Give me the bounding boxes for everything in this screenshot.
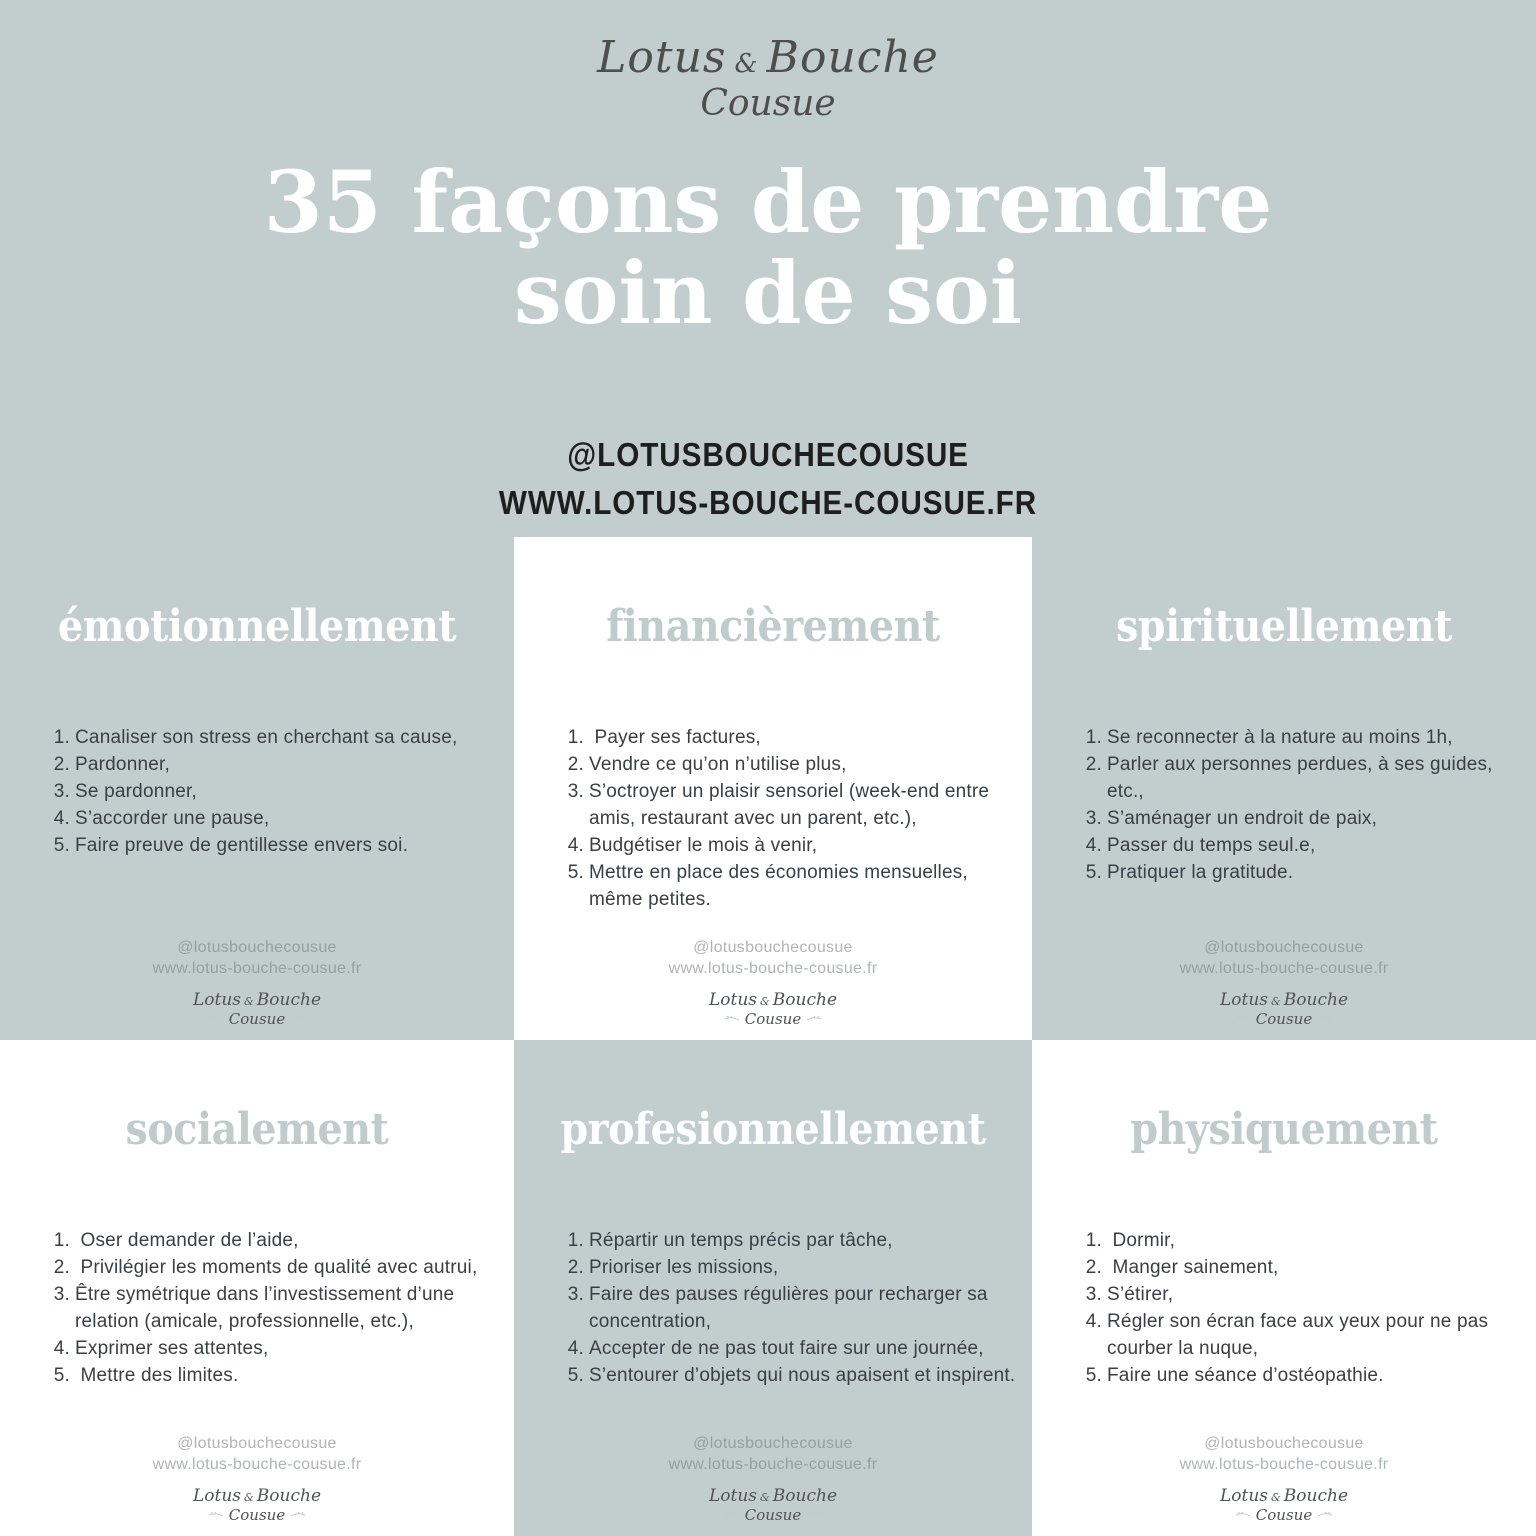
panel-title: émotionnellement	[57, 601, 457, 652]
list-item	[550, 1335, 1022, 1362]
item-text: Pratiquer la gratitude.	[1107, 862, 1294, 883]
footer-brand-line1	[6, 1487, 508, 1507]
item-number: 4.	[1085, 835, 1102, 856]
list-item	[550, 1281, 1022, 1335]
laurel-flourish-left-icon	[1235, 1015, 1251, 1023]
footer-url: www.lotus-bouche-cousue.fr	[152, 960, 362, 978]
panel-footer	[6, 1433, 508, 1536]
footer-brand-line2	[6, 1011, 508, 1028]
categories-grid	[0, 537, 1536, 1536]
panel-title: financièrement	[606, 601, 940, 652]
list-item	[1068, 1254, 1526, 1281]
footer-brand-cousue: Cousue	[1255, 1505, 1313, 1524]
footer-brand-logo	[6, 1487, 508, 1524]
list-item	[36, 1227, 504, 1254]
list-item	[1068, 859, 1526, 886]
list-item	[1068, 751, 1526, 805]
list-item	[1068, 724, 1526, 751]
laurel-flourish-left-icon	[724, 1015, 740, 1023]
item-number: 2.	[53, 754, 70, 775]
panel-title: profesionnellement	[560, 1104, 986, 1155]
footer-brand-lotus: Lotus	[1219, 1486, 1268, 1507]
item-number: 1.	[1085, 727, 1102, 748]
brand-cousue: Cousue	[700, 83, 836, 125]
list-item	[36, 1335, 504, 1362]
panel-spirituellement	[1032, 537, 1536, 1040]
page-title	[263, 152, 1273, 344]
item-text: Se reconnecter à la nature au moins 1h,	[1107, 727, 1453, 748]
item-number: 1.	[567, 1230, 584, 1251]
laurel-flourish-right-icon	[290, 1511, 306, 1519]
list-item	[1068, 1227, 1526, 1254]
list-item	[1068, 1308, 1526, 1362]
footer-handle: @lotusbouchecousue	[693, 939, 853, 957]
item-number: 3.	[567, 1284, 584, 1305]
footer-brand-cousue: Cousue	[744, 1009, 802, 1028]
footer-brand-line2	[1038, 1507, 1530, 1524]
panel-footer	[1038, 937, 1530, 1040]
panel-list	[6, 724, 508, 859]
laurel-flourish-right-icon	[1317, 1015, 1333, 1023]
footer-brand-ampersand: &	[760, 1491, 770, 1505]
hero-section	[0, 0, 1536, 537]
brand-line1	[597, 34, 939, 82]
panel-title: socialement	[125, 1104, 389, 1155]
item-text: Manger sainement,	[1107, 1257, 1279, 1278]
footer-brand-line1	[520, 1487, 1026, 1507]
footer-brand-ampersand: &	[760, 995, 770, 1009]
laurel-flourish-left-icon	[208, 1511, 224, 1519]
brand-bouche: Bouche	[766, 32, 939, 83]
item-text: Oser demander de l’aide,	[75, 1230, 299, 1251]
footer-brand-line2	[520, 1011, 1026, 1028]
laurel-flourish-right-icon	[1317, 1511, 1333, 1519]
item-text: S’entourer d’objets qui nous apaisent et inspirent.	[589, 1365, 1016, 1386]
item-text: Budgétiser le mois à venir,	[589, 835, 818, 856]
list-item	[550, 1254, 1022, 1281]
title-line-1: 35 façons de prendre	[263, 152, 1273, 253]
footer-brand-logo	[6, 991, 508, 1028]
footer-handle: @lotusbouchecousue	[1204, 939, 1364, 957]
list-item	[1068, 805, 1526, 832]
item-text: Privilégier les moments de qualité avec autrui,	[75, 1257, 478, 1278]
item-number: 2.	[567, 1257, 584, 1278]
list-item	[550, 832, 1022, 859]
footer-url: www.lotus-bouche-cousue.fr	[668, 1456, 878, 1474]
item-number: 3.	[1085, 1284, 1102, 1305]
footer-brand-line2	[6, 1507, 508, 1524]
panel-footer	[6, 937, 508, 1040]
item-text: S’étirer,	[1107, 1284, 1174, 1305]
panel-footer	[520, 937, 1026, 1040]
footer-brand-line2	[1038, 1011, 1530, 1028]
item-number: 2.	[53, 1257, 70, 1278]
panel-list	[1038, 1227, 1530, 1389]
footer-brand-lotus: Lotus	[1219, 990, 1268, 1011]
item-text: Vendre ce qu’on n’utilise plus,	[589, 754, 847, 775]
item-number: 2.	[567, 754, 584, 775]
footer-brand-logo	[520, 1487, 1026, 1524]
item-text: Régler son écran face aux yeux pour ne pas courber la nuque,	[1107, 1311, 1494, 1359]
item-number: 2.	[1085, 754, 1102, 775]
item-text: Pardonner,	[75, 754, 170, 775]
item-text: S’octroyer un plaisir sensoriel (week-end entre amis, restaurant avec un parent, etc.),	[589, 781, 995, 829]
footer-handle: @lotusbouchecousue	[177, 1435, 337, 1453]
brand-lotus: Lotus	[597, 32, 727, 83]
footer-brand-logo	[1038, 991, 1530, 1028]
list-item	[550, 751, 1022, 778]
item-number: 4.	[53, 808, 70, 829]
footer-brand-logo	[520, 991, 1026, 1028]
item-number: 4.	[1085, 1311, 1102, 1332]
item-text: Faire une séance d’ostéopathie.	[1107, 1365, 1384, 1386]
brand-logo	[597, 0, 939, 124]
item-number: 1.	[53, 1230, 70, 1251]
footer-brand-lotus: Lotus	[192, 1486, 241, 1507]
list-item	[550, 1227, 1022, 1254]
footer-brand-ampersand: &	[1271, 995, 1281, 1009]
footer-url: www.lotus-bouche-cousue.fr	[1179, 960, 1389, 978]
footer-brand-bouche: Bouche	[256, 1486, 322, 1507]
item-number: 4.	[567, 835, 584, 856]
item-number: 4.	[53, 1338, 70, 1359]
panel-financierement	[514, 537, 1032, 1040]
item-number: 5.	[53, 835, 70, 856]
panel-profesionnellement	[514, 1040, 1032, 1536]
item-number: 5.	[1085, 1365, 1102, 1386]
item-text: Exprimer ses attentes,	[75, 1338, 269, 1359]
item-text: Mettre des limites.	[75, 1365, 239, 1386]
footer-brand-line1	[520, 991, 1026, 1011]
item-text: Accepter de ne pas tout faire sur une journée,	[589, 1338, 984, 1359]
item-number: 1.	[1085, 1230, 1102, 1251]
item-text: Dormir,	[1107, 1230, 1176, 1251]
list-item	[36, 832, 504, 859]
laurel-flourish-right-icon	[290, 1015, 306, 1023]
item-number: 5.	[567, 862, 584, 883]
panel-physiquement	[1032, 1040, 1536, 1536]
item-number: 2.	[1085, 1257, 1102, 1278]
social-handles	[469, 431, 1067, 527]
panel-footer	[520, 1433, 1026, 1536]
list-item	[1068, 1362, 1526, 1389]
footer-url: www.lotus-bouche-cousue.fr	[668, 960, 878, 978]
item-number: 5.	[1085, 862, 1102, 883]
footer-url: www.lotus-bouche-cousue.fr	[152, 1456, 362, 1474]
panel-list	[520, 724, 1026, 913]
item-number: 4.	[567, 1338, 584, 1359]
panel-footer	[1038, 1433, 1530, 1536]
footer-brand-lotus: Lotus	[708, 1486, 757, 1507]
footer-handle: @lotusbouchecousue	[693, 1435, 853, 1453]
laurel-flourish-left-icon	[1235, 1511, 1251, 1519]
instagram-handle: @LOTUSBOUCHECOUSUE	[567, 435, 969, 473]
footer-brand-cousue: Cousue	[744, 1505, 802, 1524]
item-text: Payer ses factures,	[589, 727, 761, 748]
item-text: Se pardonner,	[75, 781, 197, 802]
list-item	[550, 778, 1022, 832]
item-number: 1.	[567, 727, 584, 748]
footer-brand-line1	[6, 991, 508, 1011]
footer-brand-bouche: Bouche	[256, 990, 322, 1011]
footer-brand-lotus: Lotus	[708, 990, 757, 1011]
panel-title: spirituellement	[1116, 601, 1452, 652]
item-text: Faire preuve de gentillesse envers soi.	[75, 835, 409, 856]
laurel-flourish-right-icon	[806, 1015, 822, 1023]
item-number: 3.	[53, 1284, 70, 1305]
footer-brand-cousue: Cousue	[1255, 1009, 1313, 1028]
item-text: Faire des pauses régulières pour recharger sa concentration,	[589, 1284, 994, 1332]
footer-brand-ampersand: &	[244, 1491, 254, 1505]
footer-brand-bouche: Bouche	[1283, 990, 1349, 1011]
list-item	[1068, 1281, 1526, 1308]
panel-emotionnellement	[0, 537, 514, 1040]
list-item	[36, 1362, 504, 1389]
list-item	[36, 778, 504, 805]
footer-brand-cousue: Cousue	[228, 1009, 286, 1028]
footer-brand-line1	[1038, 1487, 1530, 1507]
item-text: Parler aux personnes perdues, à ses guides, etc.,	[1107, 754, 1499, 802]
item-text: Mettre en place des économies mensuelles, même petites.	[589, 862, 974, 910]
panel-title: physiquement	[1130, 1104, 1438, 1155]
item-text: Prioriser les missions,	[589, 1257, 779, 1278]
footer-brand-line2	[520, 1507, 1026, 1524]
item-text: S’aménager un endroit de paix,	[1107, 808, 1378, 829]
footer-url: www.lotus-bouche-cousue.fr	[1179, 1456, 1389, 1474]
list-item	[550, 724, 1022, 751]
website-url: WWW.LOTUS-BOUCHE-COUSUE.FR	[498, 483, 1038, 521]
footer-brand-cousue: Cousue	[228, 1505, 286, 1524]
laurel-flourish-left-icon	[724, 1511, 740, 1519]
list-item	[36, 1281, 504, 1335]
item-number: 3.	[1085, 808, 1102, 829]
list-item	[550, 859, 1022, 913]
item-text: S’accorder une pause,	[75, 808, 270, 829]
item-number: 5.	[567, 1365, 584, 1386]
panel-list	[1038, 724, 1530, 886]
item-text: Canaliser son stress en cherchant sa cause,	[75, 727, 458, 748]
list-item	[36, 751, 504, 778]
item-text: Passer du temps seul.e,	[1107, 835, 1316, 856]
list-item	[36, 724, 504, 751]
list-item	[36, 1254, 504, 1281]
footer-brand-bouche: Bouche	[772, 990, 838, 1011]
footer-brand-ampersand: &	[244, 995, 254, 1009]
panel-list	[520, 1227, 1026, 1389]
title-line-2: soin de soi	[513, 243, 1023, 344]
item-text: Être symétrique dans l’investissement d’une relation (amicale, professionnelle, etc.),	[75, 1284, 460, 1332]
item-number: 3.	[53, 781, 70, 802]
item-number: 5.	[53, 1365, 70, 1386]
footer-brand-bouche: Bouche	[772, 1486, 838, 1507]
laurel-flourish-left-icon	[208, 1015, 224, 1023]
list-item	[1068, 832, 1526, 859]
item-number: 3.	[567, 781, 584, 802]
panel-socialement	[0, 1040, 514, 1536]
footer-brand-ampersand: &	[1271, 1491, 1281, 1505]
footer-handle: @lotusbouchecousue	[177, 939, 337, 957]
item-text: Répartir un temps précis par tâche,	[589, 1230, 893, 1251]
panel-list	[6, 1227, 508, 1389]
footer-brand-bouche: Bouche	[1283, 1486, 1349, 1507]
footer-brand-lotus: Lotus	[192, 990, 241, 1011]
brand-ampersand: &	[734, 49, 759, 79]
list-item	[36, 805, 504, 832]
footer-brand-logo	[1038, 1487, 1530, 1524]
item-number: 1.	[53, 727, 70, 748]
footer-brand-line1	[1038, 991, 1530, 1011]
list-item	[550, 1362, 1022, 1389]
laurel-flourish-right-icon	[806, 1511, 822, 1519]
footer-handle: @lotusbouchecousue	[1204, 1435, 1364, 1453]
